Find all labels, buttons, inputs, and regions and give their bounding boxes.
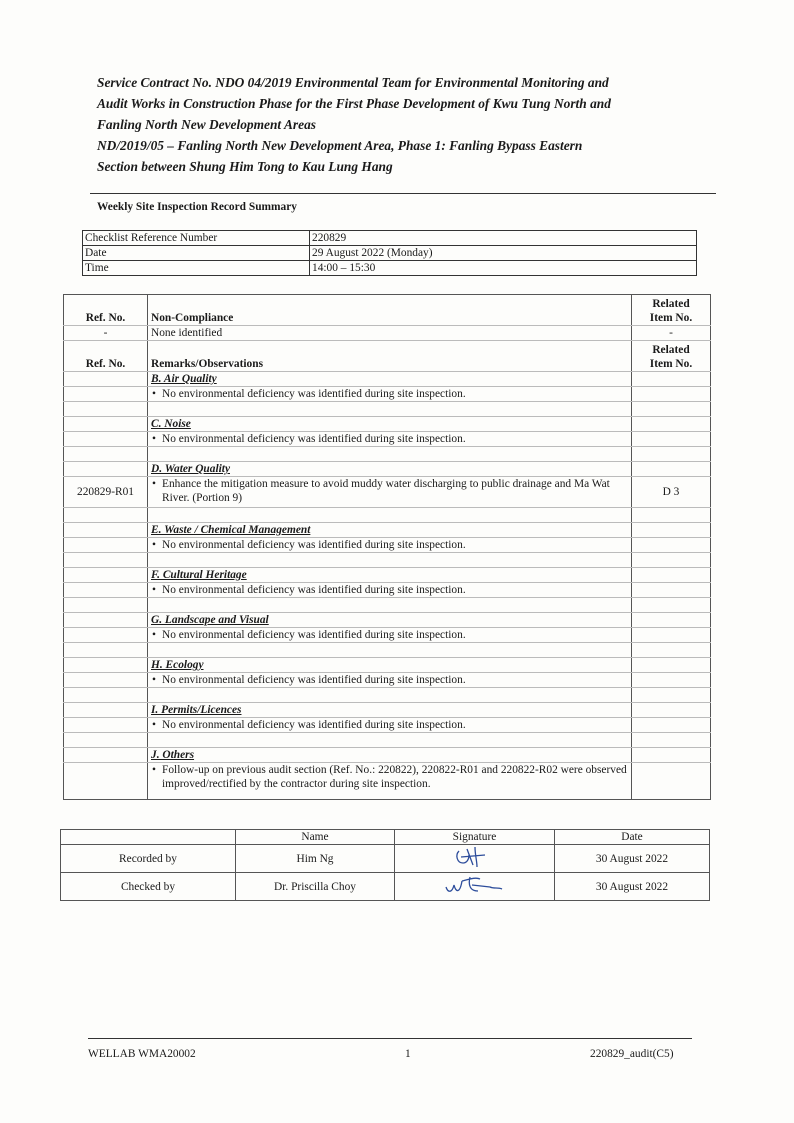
footer-right: 220829_audit(C5) bbox=[590, 1048, 674, 1060]
page-number: 1 bbox=[405, 1048, 411, 1060]
table-row bbox=[64, 326, 711, 341]
table-row bbox=[64, 688, 711, 703]
remark-item: • No environmental deficiency was identified during site inspection. bbox=[148, 387, 632, 402]
header-line: Audit Works in Construction Phase for the First Phase Development of Kwu Tung North and bbox=[97, 96, 611, 111]
table-row bbox=[64, 523, 711, 538]
header-line: ND/2019/05 – Fanling North New Development Area, Phase 1: Fanling Bypass Eastern bbox=[97, 138, 583, 153]
header-line: Fanling North New Development Areas bbox=[97, 117, 316, 132]
info-row bbox=[83, 246, 697, 261]
signature-mark bbox=[395, 845, 555, 873]
signoff-header-row bbox=[61, 830, 710, 845]
info-label: Time bbox=[83, 261, 310, 276]
table-row bbox=[64, 673, 711, 688]
table-row bbox=[64, 372, 711, 387]
table-row bbox=[64, 763, 711, 800]
table-row bbox=[64, 613, 711, 628]
footer-divider bbox=[88, 1038, 692, 1039]
section-heading: I. Permits/Licences bbox=[148, 703, 632, 718]
remark-item: • Enhance the mitigation measure to avoid muddy water discharging to public drainage and Ma Wat River. (Portion 9) bbox=[148, 477, 632, 508]
table-row bbox=[64, 718, 711, 733]
footer-left: WELLAB WMA20002 bbox=[88, 1048, 196, 1060]
info-value: 14:00 – 15:30 bbox=[310, 261, 697, 276]
nc-text: None identified bbox=[148, 326, 632, 341]
remark-item: • No environmental deficiency was identified during site inspection. bbox=[148, 718, 632, 733]
info-table bbox=[82, 230, 697, 276]
table-row bbox=[64, 341, 711, 372]
table-row bbox=[64, 538, 711, 553]
remark-related: D 3 bbox=[632, 477, 711, 508]
remark-item: • No environmental deficiency was identified during site inspection. bbox=[148, 432, 632, 447]
info-row bbox=[83, 231, 697, 246]
table-row bbox=[64, 598, 711, 613]
signature-mark bbox=[395, 873, 555, 901]
remark-item: • No environmental deficiency was identified during site inspection. bbox=[148, 538, 632, 553]
page-subtitle: Weekly Site Inspection Record Summary bbox=[97, 201, 297, 213]
table-row bbox=[64, 583, 711, 598]
header-line: Service Contract No. NDO 04/2019 Environmental Team for Environmental Monitoring and bbox=[97, 75, 609, 90]
table-row bbox=[64, 508, 711, 523]
table-row bbox=[64, 568, 711, 583]
related-header: Related Item No. bbox=[632, 341, 711, 372]
section-heading: H. Ecology bbox=[148, 658, 632, 673]
table-row bbox=[64, 462, 711, 477]
section-heading: J. Others bbox=[148, 748, 632, 763]
signoff-role: Checked by bbox=[61, 873, 236, 901]
signoff-role: Recorded by bbox=[61, 845, 236, 873]
info-label: Checklist Reference Number bbox=[83, 231, 310, 246]
table-row bbox=[64, 628, 711, 643]
section-heading: G. Landscape and Visual bbox=[148, 613, 632, 628]
info-label: Date bbox=[83, 246, 310, 261]
signoff-row bbox=[61, 845, 710, 873]
info-value: 220829 bbox=[310, 231, 697, 246]
remark-item: • No environmental deficiency was identified during site inspection. bbox=[148, 628, 632, 643]
nc-related: - bbox=[632, 326, 711, 341]
table-row bbox=[64, 658, 711, 673]
noncompliance-header: Non-Compliance bbox=[148, 295, 632, 326]
ref-header: Ref. No. bbox=[64, 295, 148, 326]
section-heading: D. Water Quality bbox=[148, 462, 632, 477]
inspection-table bbox=[63, 294, 711, 800]
table-row bbox=[64, 748, 711, 763]
signature-header: Signature bbox=[395, 830, 555, 845]
table-row bbox=[64, 703, 711, 718]
remarks-header: Remarks/Observations bbox=[148, 341, 632, 372]
signoff-table bbox=[60, 829, 710, 901]
table-row bbox=[64, 447, 711, 462]
table-row bbox=[64, 295, 711, 326]
table-row bbox=[64, 387, 711, 402]
remark-item: • Follow-up on previous audit section (Ref. No.: 220822), 220822-R01 and 220822-R02 were observed improved/rectified by the contractor during site inspection. bbox=[148, 763, 632, 800]
remark-item: • No environmental deficiency was identified during site inspection. bbox=[148, 583, 632, 598]
table-row bbox=[64, 643, 711, 658]
ref-header: Ref. No. bbox=[64, 341, 148, 372]
info-row bbox=[83, 261, 697, 276]
signoff-name: Him Ng bbox=[236, 845, 395, 873]
signoff-row bbox=[61, 873, 710, 901]
info-value: 29 August 2022 (Monday) bbox=[310, 246, 697, 261]
table-row bbox=[64, 402, 711, 417]
table-row bbox=[64, 432, 711, 447]
section-heading: C. Noise bbox=[148, 417, 632, 432]
date-header: Date bbox=[555, 830, 710, 845]
remark-item: • No environmental deficiency was identified during site inspection. bbox=[148, 673, 632, 688]
section-heading: F. Cultural Heritage bbox=[148, 568, 632, 583]
document-header bbox=[97, 72, 707, 177]
nc-ref: - bbox=[64, 326, 148, 341]
header-line: Section between Shung Him Tong to Kau Lung Hang bbox=[97, 159, 393, 174]
section-heading: B. Air Quality bbox=[148, 372, 632, 387]
remark-ref: 220829-R01 bbox=[64, 477, 148, 508]
name-header: Name bbox=[236, 830, 395, 845]
table-row bbox=[64, 553, 711, 568]
signoff-name: Dr. Priscilla Choy bbox=[236, 873, 395, 901]
table-row bbox=[64, 417, 711, 432]
signoff-date: 30 August 2022 bbox=[555, 845, 710, 873]
table-row bbox=[64, 477, 711, 508]
signoff-date: 30 August 2022 bbox=[555, 873, 710, 901]
table-row bbox=[64, 733, 711, 748]
header-divider bbox=[90, 193, 716, 194]
section-heading: E. Waste / Chemical Management bbox=[148, 523, 632, 538]
related-header: Related Item No. bbox=[632, 295, 711, 326]
